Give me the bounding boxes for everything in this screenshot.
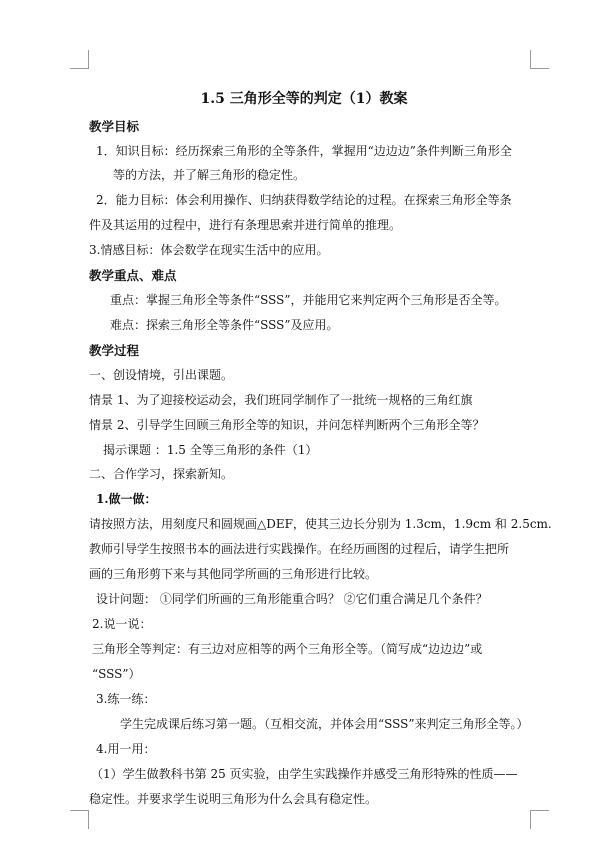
process-line-2: 情景 1、为了迎接校运动会，我们班同学制作了一批统一规格的三角红旗 bbox=[89, 393, 473, 407]
corner-mark-bottom-left bbox=[70, 810, 89, 829]
process-line-17: （1）学生做教科书第 25 页实验，由学生实践操作并感受三角形特殊的性质—— bbox=[91, 767, 518, 781]
process-line-14: 3.练一练： bbox=[96, 692, 156, 706]
process-line-1: 一、创设情境，引出课题。 bbox=[89, 368, 234, 382]
corner-mark-top-left bbox=[70, 50, 89, 69]
goal-line-4: 件及其运用的过程中，进行有条理思索并进行简单的推理。 bbox=[89, 218, 402, 232]
process-line-9: 画的三角形剪下来与其他同学所画的三角形进行比较。 bbox=[89, 567, 378, 581]
process-line-15: 学生完成课后练习第一题。（互相交流，并体会用“SSS”来判定三角形全等。） bbox=[120, 717, 529, 731]
key-point-line-2: 难点：探索三角形全等条件“SSS”及应用。 bbox=[110, 318, 339, 332]
process-line-3: 情景 2、引导学生回顾三角形全等的知识，并问怎样判断两个三角形全等？ bbox=[89, 418, 485, 432]
process-line-18: 稳定性。并要求学生说明三角形为什么会具有稳定性。 bbox=[89, 792, 378, 806]
process-line-7: 请按照方法，用刻度尺和圆规画△DEF，使其三边长分别为 1.3cm，1.9cm 和 2.5cm. bbox=[89, 517, 552, 531]
process-line-13: “SSS”） bbox=[92, 667, 141, 681]
process-line-5: 二、合作学习，探索新知。 bbox=[89, 467, 234, 481]
process-line-16: 4.用一用： bbox=[96, 742, 156, 756]
goal-line-1: 1．知识目标：经历探索三角形的全等条件，掌握用“边边边”条件判断三角形全 bbox=[96, 144, 512, 158]
process-line-4: 揭示课题 ：1.5 全等三角形的条件（1） bbox=[103, 443, 318, 457]
process-line-12: 三角形全等判定：有三边对应相等的两个三角形全等。（简写成“边边边”或 bbox=[92, 642, 483, 656]
process-line-11: 2.说一说： bbox=[92, 617, 152, 631]
goal-line-5: 3.情感目标：体会数学在现实生活中的应用。 bbox=[89, 243, 329, 257]
heading-goals: 教学目标 bbox=[89, 119, 140, 134]
document-title: 1.5 三角形全等的判定（1）教案 bbox=[200, 91, 408, 107]
heading-key-points: 教学重点、难点 bbox=[89, 268, 177, 283]
corner-mark-bottom-right bbox=[530, 810, 549, 829]
goal-line-2: 等的方法，并了解三角形的稳定性。 bbox=[113, 168, 306, 182]
goal-line-3: 2．能力目标：体会利用操作、归纳获得数学结论的过程。在探索三角形全等条 bbox=[96, 193, 512, 207]
process-line-10: 设计问题： ①同学们所画的三角形能重合吗？ ②它们重合满足几个条件？ bbox=[96, 592, 488, 606]
heading-process: 教学过程 bbox=[89, 343, 140, 358]
process-line-6: 1.做一做： bbox=[96, 492, 157, 506]
corner-mark-top-right bbox=[530, 50, 549, 69]
key-point-line-1: 重点：掌握三角形全等条件“SSS”，并能用它来判定两个三角形是否全等。 bbox=[110, 293, 507, 307]
process-line-8: 教师引导学生按照书本的画法进行实践操作。在经历画图的过程后，请学生把所 bbox=[89, 542, 510, 556]
